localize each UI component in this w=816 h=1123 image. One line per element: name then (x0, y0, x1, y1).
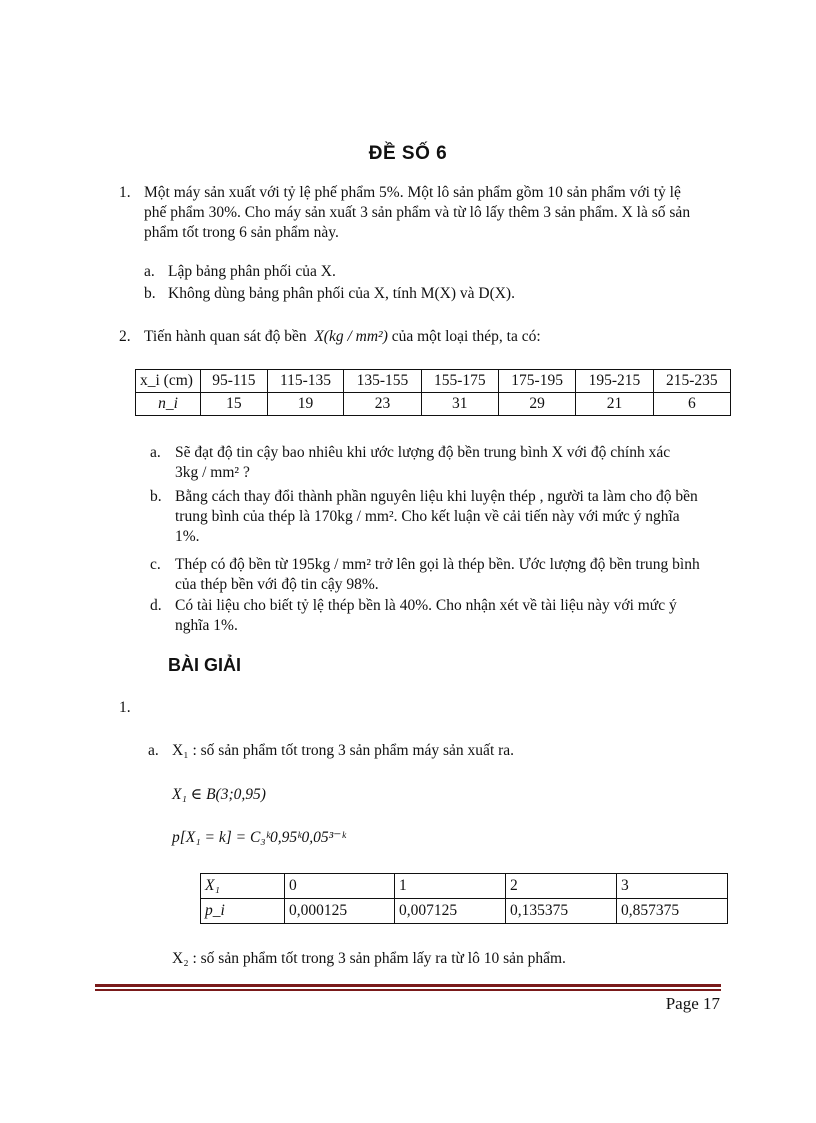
table-cell: 2 (506, 874, 617, 899)
table-cell: 31 (421, 393, 498, 416)
q2-item-d-line: nghĩa 1%. (175, 617, 238, 634)
table-cell: 1 (395, 874, 506, 899)
table-cell: 155-175 (421, 370, 498, 393)
table-cell: 29 (498, 393, 575, 416)
table-cell: 0,007125 (395, 899, 506, 924)
footer-rule (95, 989, 721, 991)
q2-item-c-line: của thép bền với độ tin cậy 98%. (175, 576, 379, 593)
footer-rule (95, 984, 721, 987)
q2-item-a-line: Sẽ đạt độ tin cậy bao nhiêu khi ước lượng độ bền trung bình X với độ chính xác (175, 444, 671, 461)
question-2-intro (144, 327, 541, 347)
solution-a-label: a. (148, 742, 159, 759)
solution-heading: BÀI GIẢI (168, 655, 242, 675)
table-row (201, 899, 728, 924)
q2-item-a-text (175, 443, 735, 483)
table-cell: 3 (617, 874, 728, 899)
binomial-formula: X₁ ∈ B(3;0,95) (172, 786, 266, 803)
table-cell: 23 (344, 393, 421, 416)
table-head-ni: n_i (136, 393, 201, 416)
table-cell: 0,000125 (285, 899, 395, 924)
q2-item-a-label: a. (150, 444, 161, 461)
q2-item-c-label: c. (150, 556, 161, 573)
page-number: Page 17 (665, 994, 720, 1013)
table-row (136, 393, 731, 416)
q2-item-c-line: Thép có độ bền từ 195kg / mm² trở lên gọi là thép bền. Ước lượng độ bền trung bình (175, 556, 700, 573)
question-1-line: Một máy sản xuất với tỷ lệ phế phẩm 5%. Một lô sản phẩm gồm 10 sản phẩm với tỷ lệ (144, 184, 681, 201)
table-head-pi: p_i (201, 899, 285, 924)
table-cell: 175-195 (498, 370, 575, 393)
q2-item-a-line: 3kg / mm² ? (175, 464, 250, 481)
probability-formula: p[X₁ = k] = C₃ᵏ0,95ᵏ0,05³⁻ᵏ (172, 829, 346, 846)
table-cell: 19 (267, 393, 344, 416)
question-2-number: 2. (119, 328, 131, 345)
question-1-number: 1. (119, 184, 131, 201)
table-head-xi: x_i (cm) (136, 370, 201, 393)
q2-item-b-text (175, 487, 735, 547)
q2-item-b-line: Bằng cách thay đổi thành phần nguyên liệu khi luyện thép , người ta làm cho độ bền (175, 488, 698, 505)
q2-item-b-line: trung bình của thép là 170kg / mm². Cho kết luận về cải tiến này với mức ý nghĩa (175, 508, 680, 525)
q1-item-b-label: b. (144, 285, 156, 302)
page-title: ĐỀ SỐ 6 (368, 143, 448, 164)
table-cell: 0 (285, 874, 395, 899)
q2-intro-after: của một loại thép, ta có: (391, 328, 541, 345)
q2-item-d-label: d. (150, 597, 162, 614)
question-1-line: phẩm tốt trong 6 sản phẩm này. (144, 224, 339, 241)
table-cell: 95-115 (201, 370, 268, 393)
table-cell: 195-215 (576, 370, 653, 393)
q2-item-d-text (175, 596, 735, 636)
table-row (201, 874, 728, 899)
q2-item-b-label: b. (150, 488, 162, 505)
question-1-text (144, 183, 734, 243)
solution-1-number: 1. (119, 699, 131, 716)
table-row (136, 370, 731, 393)
table-cell: 21 (576, 393, 653, 416)
q2-intro-formula: X(kg / mm²) (314, 328, 388, 345)
q1-item-b-text: Không dùng bảng phân phối của X, tính M(X) và D(X). (168, 285, 515, 302)
table-cell: 135-155 (344, 370, 421, 393)
table-head-x1: X₁ (201, 874, 285, 899)
table-cell: 115-135 (267, 370, 344, 393)
table-cell: 0,135375 (506, 899, 617, 924)
question-1-line: phế phẩm 30%. Cho máy sản xuất 3 sản phẩm và từ lô lấy thêm 3 sản phẩm. X là số sản (144, 204, 691, 221)
solution-a-text: X₁ : số sản phẩm tốt trong 3 sản phẩm máy sản xuất ra. (172, 742, 515, 759)
table-cell: 0,857375 (617, 899, 728, 924)
q1-item-a-label: a. (144, 263, 155, 280)
x1-distribution-table (200, 873, 728, 924)
q2-intro-before: Tiến hành quan sát độ bền (144, 328, 307, 345)
x2-definition: X₂ : số sản phẩm tốt trong 3 sản phẩm lấy ra từ lô 10 sản phẩm. (172, 950, 566, 967)
q2-item-b-line: 1%. (175, 528, 200, 545)
table-cell: 6 (653, 393, 730, 416)
q2-item-d-line: Có tài liệu cho biết tỷ lệ thép bền là 40%. Cho nhận xét về tài liệu này với mức ý (175, 597, 677, 614)
table-cell: 15 (201, 393, 268, 416)
strength-frequency-table (135, 369, 731, 416)
q2-item-c-text (175, 555, 735, 595)
q1-item-a-text: Lập bảng phân phối của X. (168, 263, 336, 280)
table-cell: 215-235 (653, 370, 730, 393)
